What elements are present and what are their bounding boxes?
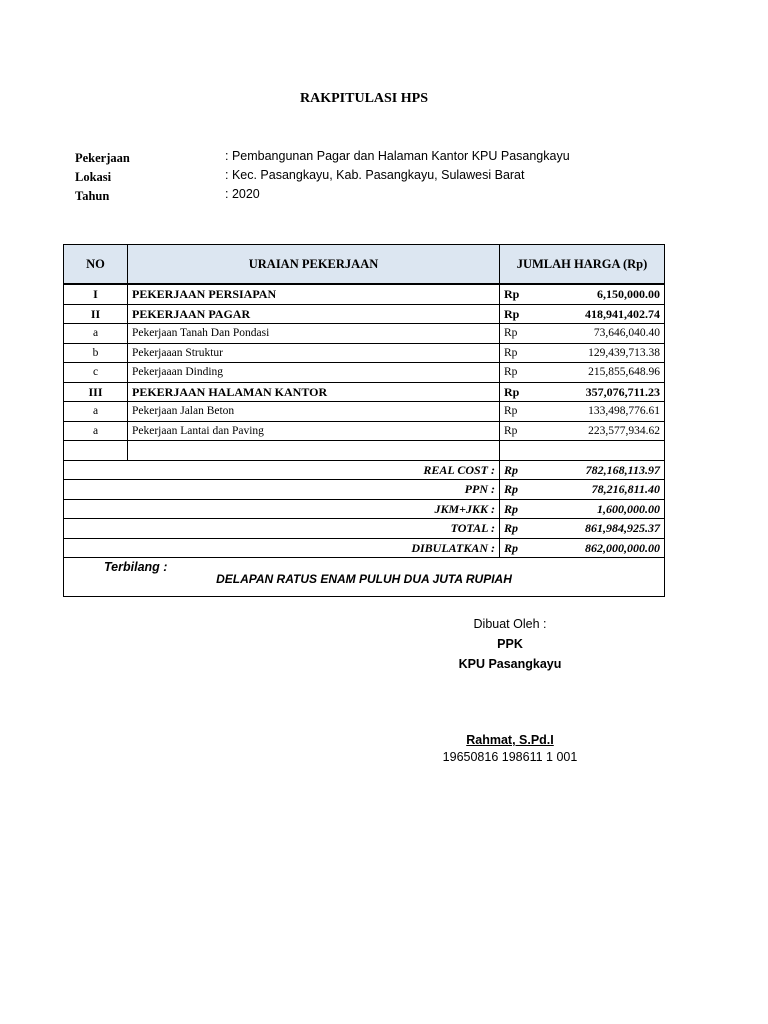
- summary-row-jkm-jkk: [64, 499, 665, 519]
- row-amount: 223,577,934.62: [538, 421, 665, 441]
- row-uraian: PEKERJAAN PAGAR: [128, 304, 500, 324]
- row-currency: Rp: [500, 284, 538, 304]
- row-amount: 418,941,402.74: [538, 304, 665, 324]
- row-uraian: Pekerjaaan Dinding: [128, 363, 500, 383]
- table-row: [64, 284, 665, 304]
- header-uraian: URAIAN PEKERJAAN: [128, 245, 500, 285]
- table-row: [64, 363, 665, 383]
- row-uraian: Pekerjaan Lantai dan Paving: [128, 421, 500, 441]
- row-no: III: [64, 382, 128, 402]
- table-row: [64, 324, 665, 344]
- table-row: [64, 382, 665, 402]
- summary-currency: Rp: [500, 519, 538, 539]
- row-no: a: [64, 402, 128, 422]
- summary-currency: Rp: [500, 460, 538, 480]
- signature-nip: 19650816 198611 1 001: [442, 750, 578, 764]
- row-no: b: [64, 343, 128, 363]
- row-currency: Rp: [500, 363, 538, 383]
- info-value: : 2020: [225, 187, 260, 201]
- summary-row-dibulatkan: [64, 538, 665, 558]
- header-jumlah: JUMLAH HARGA (Rp): [500, 245, 665, 285]
- empty-cell: [64, 441, 128, 461]
- row-amount: 6,150,000.00: [538, 284, 665, 304]
- row-uraian: Pekerjaan Jalan Beton: [128, 402, 500, 422]
- summary-amount: 1,600,000.00: [538, 499, 665, 519]
- summary-label: PPN :: [64, 480, 500, 500]
- terbilang-cell: [64, 558, 665, 597]
- terbilang-row: [64, 558, 665, 597]
- table-row: [64, 421, 665, 441]
- row-no: a: [64, 324, 128, 344]
- empty-cell: [500, 441, 538, 461]
- summary-currency: Rp: [500, 499, 538, 519]
- row-amount: 73,646,040.40: [538, 324, 665, 344]
- signature-office: KPU Pasangkayu: [458, 657, 562, 671]
- empty-cell: [538, 441, 665, 461]
- row-currency: Rp: [500, 421, 538, 441]
- summary-row-total: [64, 519, 665, 539]
- summary-amount: 862,000,000.00: [538, 538, 665, 558]
- row-uraian: Pekerjaaan Struktur: [128, 343, 500, 363]
- row-no: II: [64, 304, 128, 324]
- table-row: [64, 343, 665, 363]
- summary-amount: 861,984,925.37: [538, 519, 665, 539]
- document-title: RAKPITULASI HPS: [300, 91, 428, 106]
- summary-row-real-cost: [64, 460, 665, 480]
- row-uraian: Pekerjaan Tanah Dan Pondasi: [128, 324, 500, 344]
- row-amount: 357,076,711.23: [538, 382, 665, 402]
- summary-label: JKM+JKK :: [64, 499, 500, 519]
- terbilang-label: Terbilang :: [104, 560, 168, 574]
- row-currency: Rp: [500, 402, 538, 422]
- empty-cell: [128, 441, 500, 461]
- row-currency: Rp: [500, 382, 538, 402]
- signature-made-by: Dibuat Oleh :: [473, 617, 547, 631]
- row-no: I: [64, 284, 128, 304]
- row-no: a: [64, 421, 128, 441]
- summary-amount: 78,216,811.40: [538, 480, 665, 500]
- hps-table: [63, 244, 665, 597]
- info-value: : Kec. Pasangkayu, Kab. Pasangkayu, Sulawesi Barat: [225, 168, 525, 182]
- terbilang-text: DELAPAN RATUS ENAM PULUH DUA JUTA RUPIAH: [216, 572, 512, 586]
- info-label: Tahun: [75, 189, 110, 203]
- row-uraian: PEKERJAAN PERSIAPAN: [128, 284, 500, 304]
- summary-currency: Rp: [500, 480, 538, 500]
- row-currency: Rp: [500, 343, 538, 363]
- summary-row-ppn: [64, 480, 665, 500]
- info-label: Lokasi: [75, 170, 112, 184]
- summary-label: REAL COST :: [64, 460, 500, 480]
- table-header-row: [64, 245, 665, 285]
- table-row: [64, 402, 665, 422]
- row-currency: Rp: [500, 304, 538, 324]
- row-amount: 215,855,648.96: [538, 363, 665, 383]
- summary-amount: 782,168,113.97: [538, 460, 665, 480]
- row-uraian: PEKERJAAN HALAMAN KANTOR: [128, 382, 500, 402]
- table-row: [64, 304, 665, 324]
- signature-name: Rahmat, S.Pd.I: [466, 733, 554, 747]
- summary-label: DIBULATKAN :: [64, 538, 500, 558]
- info-label: Pekerjaan: [75, 151, 130, 165]
- signature-role: PPK: [497, 637, 523, 651]
- row-amount: 133,498,776.61: [538, 402, 665, 422]
- info-value: : Pembangunan Pagar dan Halaman Kantor KPU Pasangkayu: [225, 149, 570, 163]
- summary-currency: Rp: [500, 538, 538, 558]
- row-no: c: [64, 363, 128, 383]
- summary-label: TOTAL :: [64, 519, 500, 539]
- empty-row: [64, 441, 665, 461]
- row-currency: Rp: [500, 324, 538, 344]
- row-amount: 129,439,713.38: [538, 343, 665, 363]
- header-no: NO: [64, 245, 128, 285]
